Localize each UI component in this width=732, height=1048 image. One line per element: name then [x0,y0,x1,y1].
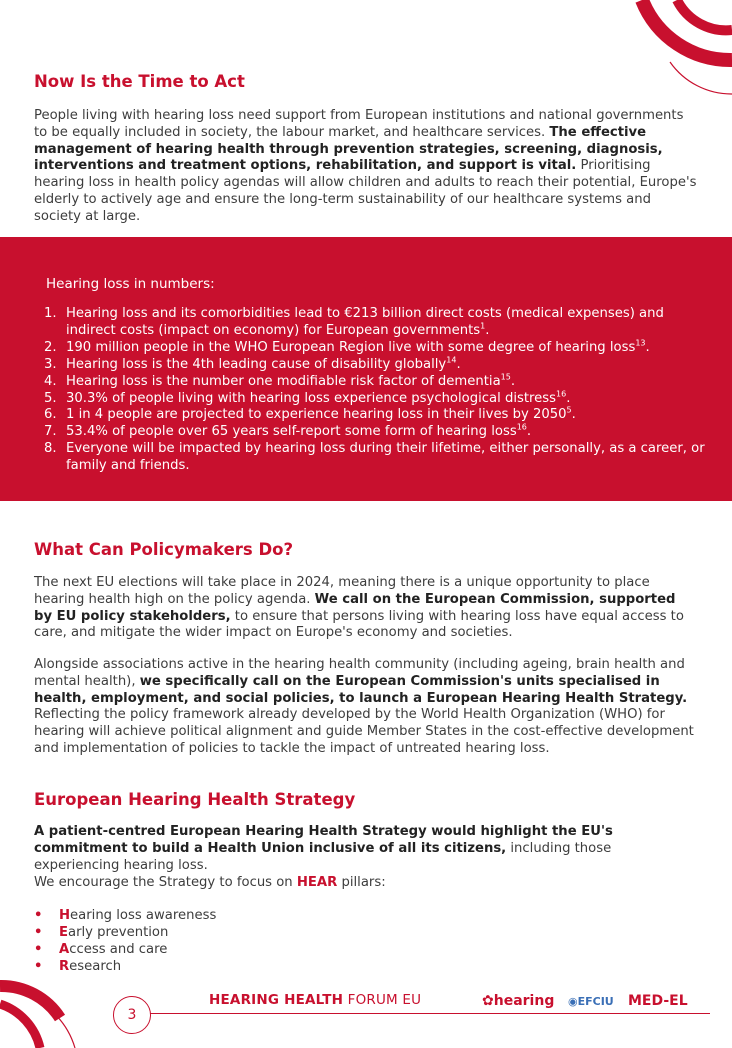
logo-medel: MED-EL [628,993,688,1009]
strategy-p1-bold: A patient-centred European Hearing Health Strategy would highlight the EU's commitment to build a Health Union inclusive of all its citizens, [34,824,613,856]
section-title-strategy: European Hearing Health Strategy [34,790,356,809]
reference-superscript: 13 [635,338,646,348]
list-text: 53.4% of people over 65 years self-report some form of hearing loss [66,424,517,440]
list-number: 2. [44,339,57,355]
list-number: 3. [44,356,57,372]
intro-text-b: Prioritising hearing loss in health policy agendas will allow children and adults to reach their potential, Europe's elderly to actively age and ensure the long-term sustainability of our healthcare systems and society at large. [34,158,697,224]
pillar-rest: ccess and care [69,942,168,957]
pillar-rest: earing loss awareness [70,908,217,923]
pillar-rest: arly prevention [68,925,169,940]
policymakers-paragraph-2 [34,657,698,758]
pillar-item [34,958,216,975]
list-number: 7. [44,424,57,440]
list-number: 6. [44,407,57,423]
numbers-title: Hearing loss in numbers: [46,276,215,292]
list-text: Hearing loss and its comorbidities lead to €213 billion direct costs (medical expenses) and indirect costs (impact on economy) for European governments [66,306,664,338]
numbers-list-item [44,407,710,424]
policy-p1-text-a: The next EU elections will take place in 2024, meaning there is a unique opportunity to place hearing health high on the policy agenda. [34,575,650,607]
policy-p2-bold: we specifically call on the European Commission's units specialised in health, employment, and social policies, to launch a European Hearing Health Strategy. [34,673,688,706]
pillar-item [34,924,216,941]
list-end: . [571,407,576,423]
list-text: Hearing loss is the number one modifiable risk factor of dementia [66,373,501,389]
bullet-icon: • [34,908,43,923]
bullet-icon: • [34,942,43,957]
reference-superscript: 16 [516,422,527,432]
hear-acronym: HEAR [296,875,338,890]
reference-superscript: 1 [480,321,486,331]
list-number: 8. [44,441,57,457]
pillar-item [34,907,216,924]
list-end: . [645,339,650,355]
list-end: . [510,373,516,389]
pillar-initial: E [59,925,69,940]
logo-hearing [482,993,554,1009]
footer-title-bold: HEARING HEALTH [209,992,344,1008]
reference-superscript: 16 [556,389,567,399]
page-number: 3 [113,996,151,1034]
intro-text-a: People living with hearing loss need support from European institutions and national governments to be equally included in society, the labour market, and healthcare services. [34,108,684,140]
list-end: . [485,322,490,338]
reference-superscript: 14 [446,355,457,365]
numbers-list-item [44,306,710,340]
reference-superscript: 15 [500,372,511,382]
numbers-list-item [44,424,710,441]
policymakers-paragraph-1 [34,575,698,642]
logo-efciu [568,995,614,1008]
numbers-list-item [44,391,710,408]
hear-pillars-list [34,907,216,975]
numbers-list-item [44,357,710,374]
strategy-paragraph-1 [34,824,698,874]
pillar-rest: esearch [69,959,122,974]
footer-title-rest: FORUM EU [343,992,422,1008]
footer-divider [150,1013,710,1014]
list-text: Everyone will be impacted by hearing loss during their lifetime, either personally, as a career, or family and friends. [66,441,705,474]
reference-superscript: 5 [566,406,572,416]
logo-efciu-text: EFCIU [577,995,614,1008]
intro-text-bold: The effective management of hearing health through prevention strategies, screening, diagnosis, interventions and treatment options, rehabilitation, and support is vital. [34,124,663,174]
list-end: . [566,390,571,406]
policy-p2-text-a: Alongside associations active in the hearing health community (including ageing, brain health and mental health), [34,657,685,689]
strategy-paragraph-2 [34,875,698,892]
list-end: . [456,356,461,372]
numbers-list-item [44,441,710,475]
numbers-list [44,306,710,475]
list-text: 30.3% of people living with hearing loss experience psychological distress [66,390,557,406]
strategy-p2-text-b: pillars: [337,875,386,890]
efciu-logo-icon: ◉ [568,995,578,1008]
footer-title [209,992,421,1008]
list-text: Hearing loss is the 4th leading cause of disability globally [66,356,447,372]
strategy-p1-text: including those experiencing hearing loss. [34,840,612,873]
list-end: . [526,424,532,440]
corner-arc-decoration-top [622,0,732,100]
pillar-item [34,941,216,958]
intro-paragraph [34,108,698,226]
numbers-list-item [44,374,710,391]
corner-arc-decoration-bottom [0,978,90,1048]
list-number: 1. [44,306,57,321]
bullet-icon: • [34,959,43,974]
strategy-p2-text-a: We encourage the Strategy to focus on [34,875,297,890]
list-text: 190 million people in the WHO European Region live with some degree of hearing loss [66,339,636,355]
pillar-initial: A [59,942,70,957]
list-text: 1 in 4 people are projected to experience hearing loss in their lives by 2050 [66,407,567,423]
policy-p2-text-b: Reflecting the policy framework already developed by the World Health Organization (WHO) for hearing will achieve political alignment and guide Member States in the cost-effective development and implementation of policies to tackle the impact of untreated hearing loss. [34,707,694,756]
pillar-initial: H [59,908,71,923]
logo-hearing-text: hearing [493,993,555,1009]
hearing-logo-icon: ✿ [482,993,494,1009]
section-title-policymakers: What Can Policymakers Do? [34,540,294,559]
section-title-time-to-act: Now Is the Time to Act [34,72,245,91]
policy-p1-bold: We call on the European Commission, supported by EU policy stakeholders, [34,591,676,624]
bullet-icon: • [34,925,43,940]
list-number: 4. [44,373,57,389]
list-number: 5. [44,390,57,406]
pillar-initial: R [59,959,70,974]
policy-p1-text-b: to ensure that persons living with hearing loss have equal access to care, and mitigate the wider impact on Europe's economy and societies. [34,608,684,641]
numbers-list-item [44,340,710,357]
